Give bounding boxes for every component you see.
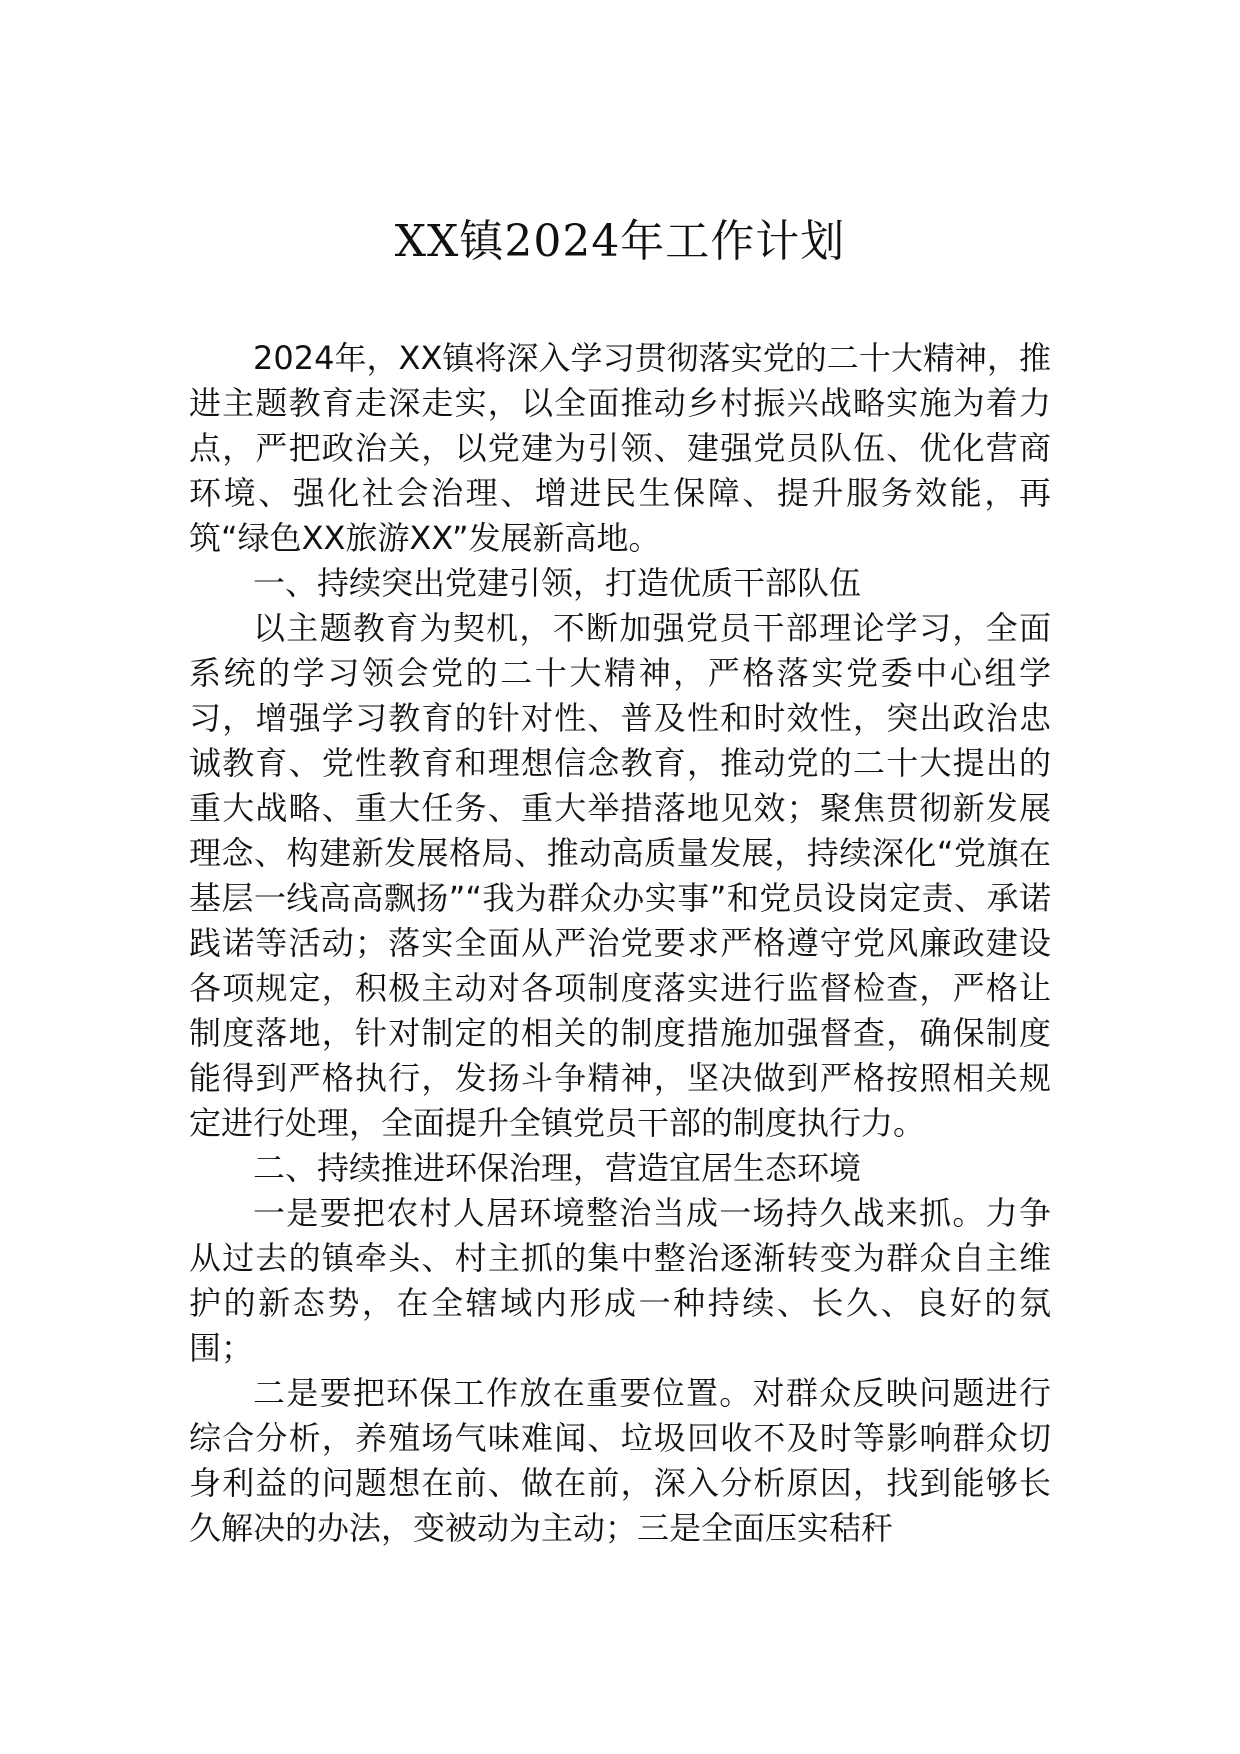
- document-body: [189, 336, 1051, 1551]
- section-1-heading: 一、持续突出党建引领，打造优质干部队伍: [253, 564, 862, 602]
- section-2-paragraph-1: 一是要把农村人居环境整治当成一场持久战来抓。力争从过去的镇牵头、村主抓的集中整治逐渐转变为群众自主维护的新态势，在全辖域内形成一种持续、长久、良好的氛围；: [189, 1194, 1051, 1367]
- section-1-paragraph: 以主题教育为契机，不断加强党员干部理论学习，全面系统的学习领会党的二十大精神，严格落实党委中心组学习，增强学习教育的针对性、普及性和时效性，突出政治忠诚教育、党性教育和理想信念教育，推动党的二十大提出的重大战略、重大任务、重大举措落地见效；聚焦贯彻新发展理念、构建新发展格局、推动高质量发展，持续深化“党旗在基层一线高高飘扬”“我为群众办实事”和党员设岗定责、承诺践诺等活动；落实全面从严治党要求严格遵守党风廉政建设各项规定，积极主动对各项制度落实进行监督检查，严格让制度落地，针对制定的相关的制度措施加强督查，确保制度能得到严格执行，发扬斗争精神，坚决做到严格按照相关规定进行处理，全面提升全镇党员干部的制度执行力。: [189, 609, 1051, 1142]
- section-2-heading: 二、持续推进环保治理，营造宜居生态环境: [253, 1149, 862, 1187]
- document-title: XX镇2024年工作计划: [394, 216, 846, 267]
- intro-paragraph: 2024年，XX镇将深入学习贯彻落实党的二十大精神，推进主题教育走深走实，以全面推动乡村振兴战略实施为着力点，严把政治关，以党建为引领、建强党员队伍、优化营商环境、强化社会治理、增进民生保障、提升服务效能，再筑“绿色XX旅游XX”发展新高地。: [189, 339, 1051, 557]
- section-2-paragraph-2: 二是要把环保工作放在重要位置。对群众反映问题进行综合分析，养殖场气味难闻、垃圾回收不及时等影响群众切身利益的问题想在前、做在前，深入分析原因，找到能够长久解决的办法，变被动为主动；三是全面压实秸秆: [189, 1374, 1051, 1547]
